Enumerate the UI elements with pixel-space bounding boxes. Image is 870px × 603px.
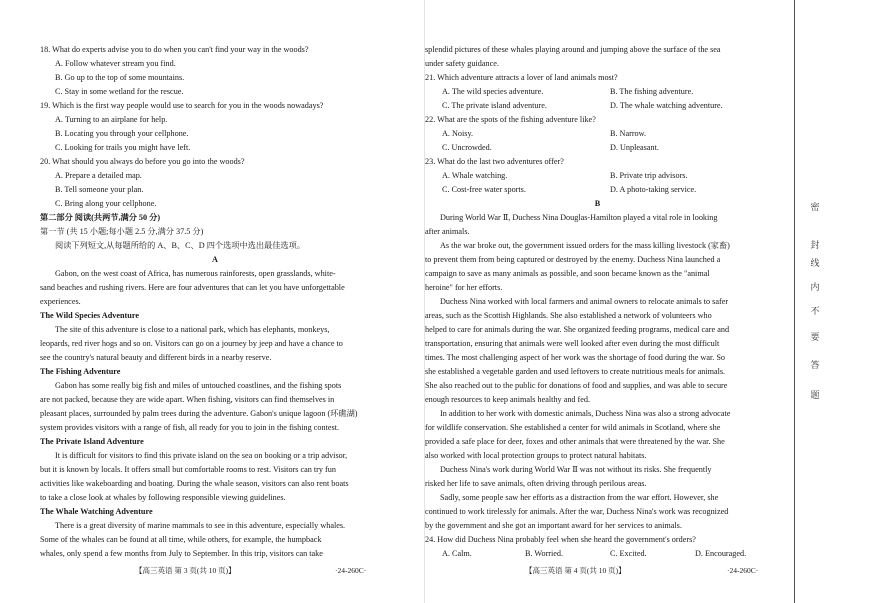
passage-b-line: times. The most challenging aspect of her work was the shortage of food during the war. So bbox=[425, 353, 725, 362]
instruction: 阅读下列短文,从每题所给的 A、B、C、D 四个选项中选出最佳选项。 bbox=[55, 241, 305, 250]
footer-page-left: 【高三英语 第 3 页(共 10 页)】 bbox=[135, 566, 236, 575]
seal-char: 线 bbox=[810, 259, 820, 269]
q23-option-b: B. Private trip advisors. bbox=[610, 171, 688, 180]
q23-stem: 23. What do the last two adventures offer? bbox=[425, 157, 564, 166]
paragraph-line: activities like wakeboarding and boating. During the whale season, visitors can also rent boats bbox=[40, 479, 349, 488]
paragraph-line: pleasant places, surrounded by palm trees during the adventure. Gabon's unique lagoon (环礁湖) bbox=[40, 409, 358, 418]
seal-char: 内 bbox=[810, 283, 820, 293]
passage-b-line: to prevent them from being captured or destroyed by the enemy. Duchess Nina launched a bbox=[425, 255, 721, 264]
q23-option-a: A. Whale watching. bbox=[442, 171, 508, 180]
passage-b-line: She also reached out to the public for donations of food and supplies, and was able to secure bbox=[425, 381, 728, 390]
passage-b-line: campaign to save as many animals as possible, and soon became known as the "animal bbox=[425, 269, 710, 278]
footer-code-right: ·24-260C· bbox=[727, 566, 759, 575]
q21-option-d: D. The whale watching adventure. bbox=[610, 101, 723, 110]
q20-option-c: C. Bring along your cellphone. bbox=[55, 199, 157, 208]
intro-line: sand beaches and rushing rivers. Here are four adventures that can let you have unforgettable bbox=[40, 283, 345, 292]
passage-b-line: Duchess Nina worked with local farmers and animal owners to relocate animals to safer bbox=[440, 297, 729, 306]
paragraph-line: Gabon has some really big fish and miles of untouched coastlines, and the fishing spots bbox=[55, 381, 342, 390]
passage-b-line: During World War Ⅱ, Duchess Nina Douglas-Hamilton played a vital role in looking bbox=[440, 213, 718, 222]
passage-b-label: B bbox=[594, 199, 601, 208]
passage-b-line: also worked with local protection groups to protect natural habitats. bbox=[425, 451, 647, 460]
passage-b-line: she established a vegetable garden and used leftovers to create nutritious meals for animals. bbox=[425, 367, 726, 376]
continuation-line: under safety guidance. bbox=[425, 59, 499, 68]
q24-option-c: C. Excited. bbox=[610, 549, 647, 558]
seal-char: 要 bbox=[810, 333, 820, 343]
heading-whale-watching: The Whale Watching Adventure bbox=[40, 507, 153, 516]
intro-line: experiences. bbox=[40, 297, 81, 306]
q22-option-d: D. Unpleasant. bbox=[610, 143, 659, 152]
heading-wild-species: The Wild Species Adventure bbox=[40, 311, 139, 320]
heading-private-island: The Private Island Adventure bbox=[40, 437, 144, 446]
q21-stem: 21. Which adventure attracts a lover of land animals most? bbox=[425, 73, 618, 82]
q23-option-d: D. A photo-taking service. bbox=[610, 185, 697, 194]
intro-line: Gabon, on the west coast of Africa, has numerous rainforests, open grasslands, white- bbox=[55, 269, 336, 278]
passage-b-line: In addition to her work with domestic animals, Duchess Nina was also a strong advocate bbox=[440, 409, 731, 418]
paragraph-line: are not packed, because they are wide apart. When fishing, visitors can find themselves in bbox=[40, 395, 335, 404]
continuation-line: splendid pictures of these whales playing around and jumping above the surface of the sea bbox=[425, 45, 721, 54]
passage-b-line: transportation, ensuring that animals were well looked after even during the most difficult bbox=[425, 339, 720, 348]
passage-b-line: As the war broke out, the government issued orders for the mass killing livestock (家畜) bbox=[440, 241, 730, 250]
part2-title: 第二部分 阅读(共两节,满分 50 分) bbox=[40, 213, 161, 222]
q19-option-c: C. Looking for trails you might have left. bbox=[55, 143, 191, 152]
q18-stem: 18. What do experts advise you to do when you can't find your way in the woods? bbox=[40, 45, 309, 54]
footer-page-right: 【高三英语 第 4 页(共 10 页)】 bbox=[525, 566, 626, 575]
passage-b-line: by the government and she got an important award for her services to animals. bbox=[425, 521, 682, 530]
q19-option-a: A. Turning to an airplane for help. bbox=[55, 115, 168, 124]
seal-char: 答 bbox=[810, 361, 820, 371]
seal-char: 封 bbox=[810, 241, 820, 251]
passage-b-line: helped to care for animals during the war. She organized feeding programs, medical care and bbox=[425, 325, 730, 334]
passage-b-line: heroine" for her efforts. bbox=[425, 283, 503, 292]
seal-char: 密 bbox=[810, 203, 820, 213]
paragraph-line: The site of this adventure is close to a national park, which has elephants, monkeys, bbox=[55, 325, 330, 334]
passage-b-line: Duchess Nina's work during World War Ⅱ was not without its risks. She frequently bbox=[440, 465, 712, 474]
paragraph-line: to take a close look at whales by following responsible viewing guidelines. bbox=[40, 493, 286, 502]
passage-b-line: areas, such as the Scottish Highlands. She also established a network of volunteers who bbox=[425, 311, 712, 320]
seal-char: 题 bbox=[810, 391, 820, 401]
section1-title: 第一节 (共 15 小题;每小题 2.5 分,满分 37.5 分) bbox=[40, 227, 204, 236]
footer-code-left: ·24-260C· bbox=[335, 566, 367, 575]
q20-option-b: B. Tell someone your plan. bbox=[55, 185, 144, 194]
paragraph-line: see the country's natural beauty and different birds in a nearby reserve. bbox=[40, 353, 272, 362]
q22-option-a: A. Noisy. bbox=[442, 129, 474, 138]
paragraph-line: whales, only spend a few months from July to September. In this trip, visitors can take bbox=[40, 549, 323, 558]
q19-stem: 19. Which is the first way people would use to search for you in the woods nowadays? bbox=[40, 101, 324, 110]
passage-b-line: continued to work tirelessly for animals. After the war, Duchess Nina's work was recognized bbox=[425, 507, 729, 516]
passage-b-line: enough resources to keep animals healthy and fed. bbox=[425, 395, 591, 404]
passage-a-label: A bbox=[212, 255, 218, 264]
q24-option-a: A. Calm. bbox=[442, 549, 472, 558]
q22-option-c: C. Uncrowded. bbox=[442, 143, 492, 152]
paragraph-line: It is difficult for visitors to find this private island on the sea on booking or a trip advisor, bbox=[55, 451, 348, 460]
q24-option-d: D. Encouraged. bbox=[695, 549, 747, 558]
binding-line bbox=[794, 0, 795, 603]
q22-option-b: B. Narrow. bbox=[610, 129, 647, 138]
paragraph-line: but it is known by locals. It offers small but comfortable rooms to rest. Visitors can try fun bbox=[40, 465, 336, 474]
paragraph-line: leopards, red river hogs and so on. Visitors can go on a journey by jeep and have a chance to bbox=[40, 339, 343, 348]
q24-option-b: B. Worried. bbox=[525, 549, 564, 558]
paragraph-line: system provides visitors with a range of fish, all ready for you to join in the fishing contest. bbox=[40, 423, 340, 432]
passage-b-line: for wildlife conservation. She established a center for wild animals in Scotland, where she bbox=[425, 423, 721, 432]
q18-option-a: A. Follow whatever stream you find. bbox=[55, 59, 176, 68]
paragraph-line: There is a great diversity of marine mammals to see in this adventure, especially whales. bbox=[55, 521, 346, 530]
q20-stem: 20. What should you always do before you go into the woods? bbox=[40, 157, 245, 166]
q21-option-c: C. The private island adventure. bbox=[442, 101, 547, 110]
q24-stem: 24. How did Duchess Nina probably feel when she heard the government's orders? bbox=[425, 535, 696, 544]
q22-stem: 22. What are the spots of the fishing adventure like? bbox=[425, 115, 596, 124]
q18-option-c: C. Stay in some wetland for the rescue. bbox=[55, 87, 184, 96]
q21-option-a: A. The wild species adventure. bbox=[442, 87, 544, 96]
passage-b-line: after animals. bbox=[425, 227, 470, 236]
q23-option-c: C. Cost-free water sports. bbox=[442, 185, 526, 194]
seal-char: 不 bbox=[810, 307, 820, 317]
q18-option-b: B. Go up to the top of some mountains. bbox=[55, 73, 185, 82]
q21-option-b: B. The fishing adventure. bbox=[610, 87, 694, 96]
passage-b-line: risked her life to save animals, often driving through perilous areas. bbox=[425, 479, 647, 488]
paragraph-line: Some of the whales can be found at all time, while others, for example, the humpback bbox=[40, 535, 322, 544]
heading-fishing: The Fishing Adventure bbox=[40, 367, 121, 376]
passage-b-line: provided a safe place for deer, foxes and other animals that were threatened by the war. She bbox=[425, 437, 725, 446]
q20-option-a: A. Prepare a detailed map. bbox=[55, 171, 142, 180]
passage-b-line: Sadly, some people saw her efforts as a distraction from the war effort. However, she bbox=[440, 493, 719, 502]
q19-option-b: B. Locating you through your cellphone. bbox=[55, 129, 189, 138]
